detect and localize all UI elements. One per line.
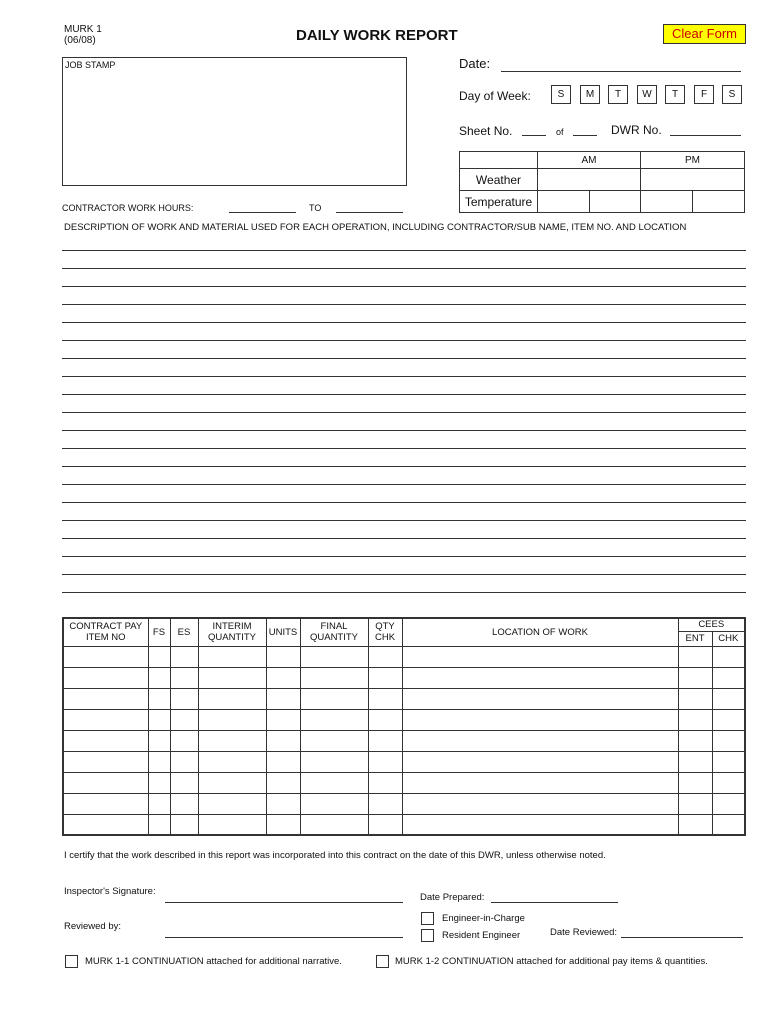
table-cell[interactable]: [300, 730, 368, 751]
to-label: TO: [309, 203, 322, 213]
table-cell[interactable]: [63, 772, 148, 793]
job-stamp-box[interactable]: [62, 57, 407, 186]
table-cell[interactable]: [678, 814, 712, 835]
day-sunday[interactable]: S: [551, 85, 571, 104]
table-cell[interactable]: [300, 814, 368, 835]
table-cell[interactable]: [170, 688, 198, 709]
day-saturday[interactable]: S: [722, 85, 742, 104]
engineer-in-charge-checkbox[interactable]: [421, 912, 434, 925]
temp-am-1[interactable]: [538, 191, 590, 213]
col-final-line2: QUANTITY: [309, 632, 359, 644]
table-cell[interactable]: [678, 751, 712, 772]
weather-corner: [460, 152, 538, 169]
murk12-label: MURK 1-2 CONTINUATION attached for additional pay items & quantities.: [395, 956, 708, 967]
inspector-signature-field[interactable]: [165, 902, 403, 903]
table-cell[interactable]: [170, 751, 198, 772]
weather-am-cell[interactable]: [538, 169, 641, 191]
table-cell[interactable]: [300, 751, 368, 772]
inspector-signature-label: Inspector's Signature:: [64, 886, 156, 897]
table-row: [63, 793, 745, 814]
dwr-no-field[interactable]: [670, 135, 741, 136]
table-row: [63, 646, 745, 667]
description-line[interactable]: [62, 574, 746, 575]
table-cell[interactable]: [712, 751, 745, 772]
table-cell[interactable]: [368, 688, 402, 709]
description-line[interactable]: [62, 520, 746, 521]
table-cell[interactable]: [198, 688, 266, 709]
table-cell[interactable]: [402, 646, 678, 667]
table-cell[interactable]: [300, 667, 368, 688]
sheet-no-label: Sheet No.: [459, 124, 513, 138]
table-cell[interactable]: [678, 793, 712, 814]
col-es: ES: [170, 618, 198, 646]
table-cell[interactable]: [402, 793, 678, 814]
col-contract-pay-item-line2: ITEM NO: [85, 632, 126, 644]
col-contract-pay-item: [63, 618, 148, 646]
description-line[interactable]: [62, 394, 746, 395]
date-field[interactable]: [501, 71, 741, 72]
pay-items-table: [62, 617, 746, 836]
table-row: [63, 751, 745, 772]
murk11-label: MURK 1-1 CONTINUATION attached for additional narrative.: [85, 956, 342, 967]
table-cell[interactable]: [266, 793, 300, 814]
certification-text: I certify that the work described in this report was incorporated into this contract on the date of this DWR, unless otherwise noted.: [64, 850, 606, 861]
table-cell[interactable]: [712, 814, 745, 835]
resident-engineer-label: Resident Engineer: [442, 930, 521, 941]
table-cell[interactable]: [712, 730, 745, 751]
description-label: DESCRIPTION OF WORK AND MATERIAL USED FOR EACH OPERATION, INCLUDING CONTRACTOR/SUB NAME, ITEM NO. AND LOCATION: [64, 222, 687, 233]
description-line[interactable]: [62, 430, 746, 431]
table-cell[interactable]: [300, 793, 368, 814]
table-cell[interactable]: [712, 772, 745, 793]
murk11-checkbox[interactable]: [65, 955, 78, 968]
table-cell[interactable]: [148, 667, 170, 688]
table-cell[interactable]: [368, 772, 402, 793]
col-qty-line2: CHK: [374, 632, 396, 644]
table-cell[interactable]: [148, 793, 170, 814]
table-cell[interactable]: [198, 730, 266, 751]
temperature-label: Temperature: [460, 191, 538, 213]
table-cell[interactable]: [368, 709, 402, 730]
pm-header: PM: [641, 152, 745, 169]
description-line[interactable]: [62, 538, 746, 539]
description-line[interactable]: [62, 322, 746, 323]
description-line[interactable]: [62, 340, 746, 341]
table-cell[interactable]: [198, 814, 266, 835]
table-cell[interactable]: [678, 667, 712, 688]
table-cell[interactable]: [402, 709, 678, 730]
table-row: [63, 814, 745, 835]
description-line[interactable]: [62, 358, 746, 359]
table-cell[interactable]: [402, 688, 678, 709]
table-cell[interactable]: [712, 688, 745, 709]
date-reviewed-field[interactable]: [621, 937, 743, 938]
day-tuesday[interactable]: T: [608, 85, 628, 104]
table-cell[interactable]: [148, 688, 170, 709]
sheet-total-field[interactable]: [573, 135, 597, 136]
description-line[interactable]: [62, 592, 746, 593]
table-cell[interactable]: [148, 646, 170, 667]
table-cell[interactable]: [198, 751, 266, 772]
col-qty-line1: QTY: [375, 621, 395, 633]
date-prepared-field[interactable]: [491, 902, 618, 903]
weather-pm-cell[interactable]: [641, 169, 745, 191]
description-line[interactable]: [62, 502, 746, 503]
description-line[interactable]: [62, 304, 746, 305]
table-cell[interactable]: [63, 646, 148, 667]
description-line[interactable]: [62, 448, 746, 449]
table-cell[interactable]: [678, 772, 712, 793]
table-cell[interactable]: [63, 688, 148, 709]
col-units: UNITS: [266, 618, 300, 646]
col-final-quantity: [300, 618, 368, 646]
day-monday[interactable]: M: [580, 85, 600, 104]
table-cell[interactable]: [300, 646, 368, 667]
col-qty-chk: [368, 618, 402, 646]
page-title: DAILY WORK REPORT: [296, 27, 458, 44]
col-interim-quantity: [198, 618, 266, 646]
form-id: [64, 24, 102, 46]
table-row: [63, 688, 745, 709]
table-cell[interactable]: [148, 709, 170, 730]
table-row: [63, 772, 745, 793]
table-cell[interactable]: [266, 709, 300, 730]
hours-from-field[interactable]: [229, 212, 296, 213]
of-label: of: [556, 127, 564, 137]
table-cell[interactable]: [148, 730, 170, 751]
table-cell[interactable]: [402, 751, 678, 772]
engineer-in-charge-label: Engineer-in-Charge: [442, 913, 525, 924]
table-cell[interactable]: [368, 646, 402, 667]
reviewed-by-label: Reviewed by:: [64, 921, 122, 932]
table-cell[interactable]: [712, 793, 745, 814]
table-row: [63, 709, 745, 730]
table-cell[interactable]: [300, 709, 368, 730]
table-cell[interactable]: [198, 772, 266, 793]
table-cell[interactable]: [266, 751, 300, 772]
table-cell[interactable]: [402, 772, 678, 793]
description-line[interactable]: [62, 286, 746, 287]
form-number: MURK 1: [64, 24, 102, 35]
temp-am-2[interactable]: [590, 191, 641, 213]
table-cell[interactable]: [368, 814, 402, 835]
table-cell[interactable]: [402, 814, 678, 835]
table-cell[interactable]: [368, 751, 402, 772]
contractor-hours-label: CONTRACTOR WORK HOURS:: [62, 203, 194, 213]
table-cell[interactable]: [170, 667, 198, 688]
description-line[interactable]: [62, 376, 746, 377]
table-cell[interactable]: [712, 709, 745, 730]
weather-label: Weather: [460, 169, 538, 191]
date-prepared-label: Date Prepared:: [420, 892, 485, 903]
hours-to-field[interactable]: [336, 212, 403, 213]
temp-pm-2[interactable]: [693, 191, 745, 213]
col-interim-line2: QUANTITY: [207, 632, 257, 644]
table-cell[interactable]: [63, 751, 148, 772]
description-line[interactable]: [62, 484, 746, 485]
table-cell[interactable]: [300, 688, 368, 709]
table-cell[interactable]: [712, 646, 745, 667]
day-wednesday[interactable]: W: [637, 85, 657, 104]
date-label: Date:: [459, 56, 491, 71]
sheet-no-field[interactable]: [522, 135, 546, 136]
table-cell[interactable]: [170, 793, 198, 814]
col-location-of-work: LOCATION OF WORK: [402, 618, 678, 646]
table-cell[interactable]: [63, 709, 148, 730]
table-cell[interactable]: [63, 814, 148, 835]
temp-pm-1[interactable]: [641, 191, 693, 213]
table-cell[interactable]: [63, 793, 148, 814]
col-final-line1: FINAL: [320, 621, 348, 633]
table-cell[interactable]: [148, 772, 170, 793]
description-line[interactable]: [62, 412, 746, 413]
table-cell[interactable]: [402, 667, 678, 688]
table-cell[interactable]: [402, 730, 678, 751]
table-cell[interactable]: [266, 772, 300, 793]
table-cell[interactable]: [266, 688, 300, 709]
table-cell[interactable]: [678, 688, 712, 709]
table-cell[interactable]: [170, 709, 198, 730]
description-line[interactable]: [62, 466, 746, 467]
am-header: AM: [538, 152, 641, 169]
table-cell[interactable]: [266, 814, 300, 835]
table-cell[interactable]: [170, 730, 198, 751]
weather-table: [459, 151, 745, 213]
table-cell[interactable]: [368, 793, 402, 814]
table-cell[interactable]: [712, 667, 745, 688]
table-row: [63, 730, 745, 751]
table-cell[interactable]: [198, 646, 266, 667]
reviewed-by-field[interactable]: [165, 937, 403, 938]
table-cell[interactable]: [198, 709, 266, 730]
table-cell[interactable]: [678, 709, 712, 730]
table-cell[interactable]: [198, 667, 266, 688]
table-cell[interactable]: [63, 667, 148, 688]
table-cell[interactable]: [678, 730, 712, 751]
day-thursday[interactable]: T: [665, 85, 685, 104]
table-cell[interactable]: [148, 814, 170, 835]
table-cell[interactable]: [266, 667, 300, 688]
col-cees-chk: CHK: [712, 631, 745, 646]
description-line[interactable]: [62, 556, 746, 557]
table-row: [63, 667, 745, 688]
description-line[interactable]: [62, 250, 746, 251]
table-cell[interactable]: [170, 772, 198, 793]
col-fs: FS: [148, 618, 170, 646]
table-cell[interactable]: [170, 646, 198, 667]
day-friday[interactable]: F: [694, 85, 714, 104]
table-cell[interactable]: [63, 730, 148, 751]
job-stamp-label: JOB STAMP: [65, 60, 116, 70]
col-interim-line1: INTERIM: [212, 621, 252, 633]
day-of-week-label: Day of Week:: [459, 89, 531, 103]
murk12-checkbox[interactable]: [376, 955, 389, 968]
table-cell[interactable]: [198, 793, 266, 814]
table-cell[interactable]: [368, 667, 402, 688]
table-cell[interactable]: [148, 751, 170, 772]
table-cell[interactable]: [678, 646, 712, 667]
clear-form-button[interactable]: Clear Form: [663, 24, 746, 44]
pay-items-body: [63, 646, 745, 835]
table-cell[interactable]: [266, 646, 300, 667]
form-revision: (06/08): [64, 35, 96, 46]
resident-engineer-checkbox[interactable]: [421, 929, 434, 942]
col-contract-pay-item-line1: CONTRACT PAY: [69, 621, 143, 633]
date-reviewed-label: Date Reviewed:: [550, 927, 618, 938]
description-line[interactable]: [62, 268, 746, 269]
table-cell[interactable]: [170, 814, 198, 835]
col-cees: CEES: [678, 618, 745, 631]
table-cell[interactable]: [368, 730, 402, 751]
table-cell[interactable]: [266, 730, 300, 751]
dwr-no-label: DWR No.: [611, 123, 662, 137]
col-cees-ent: ENT: [678, 631, 712, 646]
table-cell[interactable]: [300, 772, 368, 793]
